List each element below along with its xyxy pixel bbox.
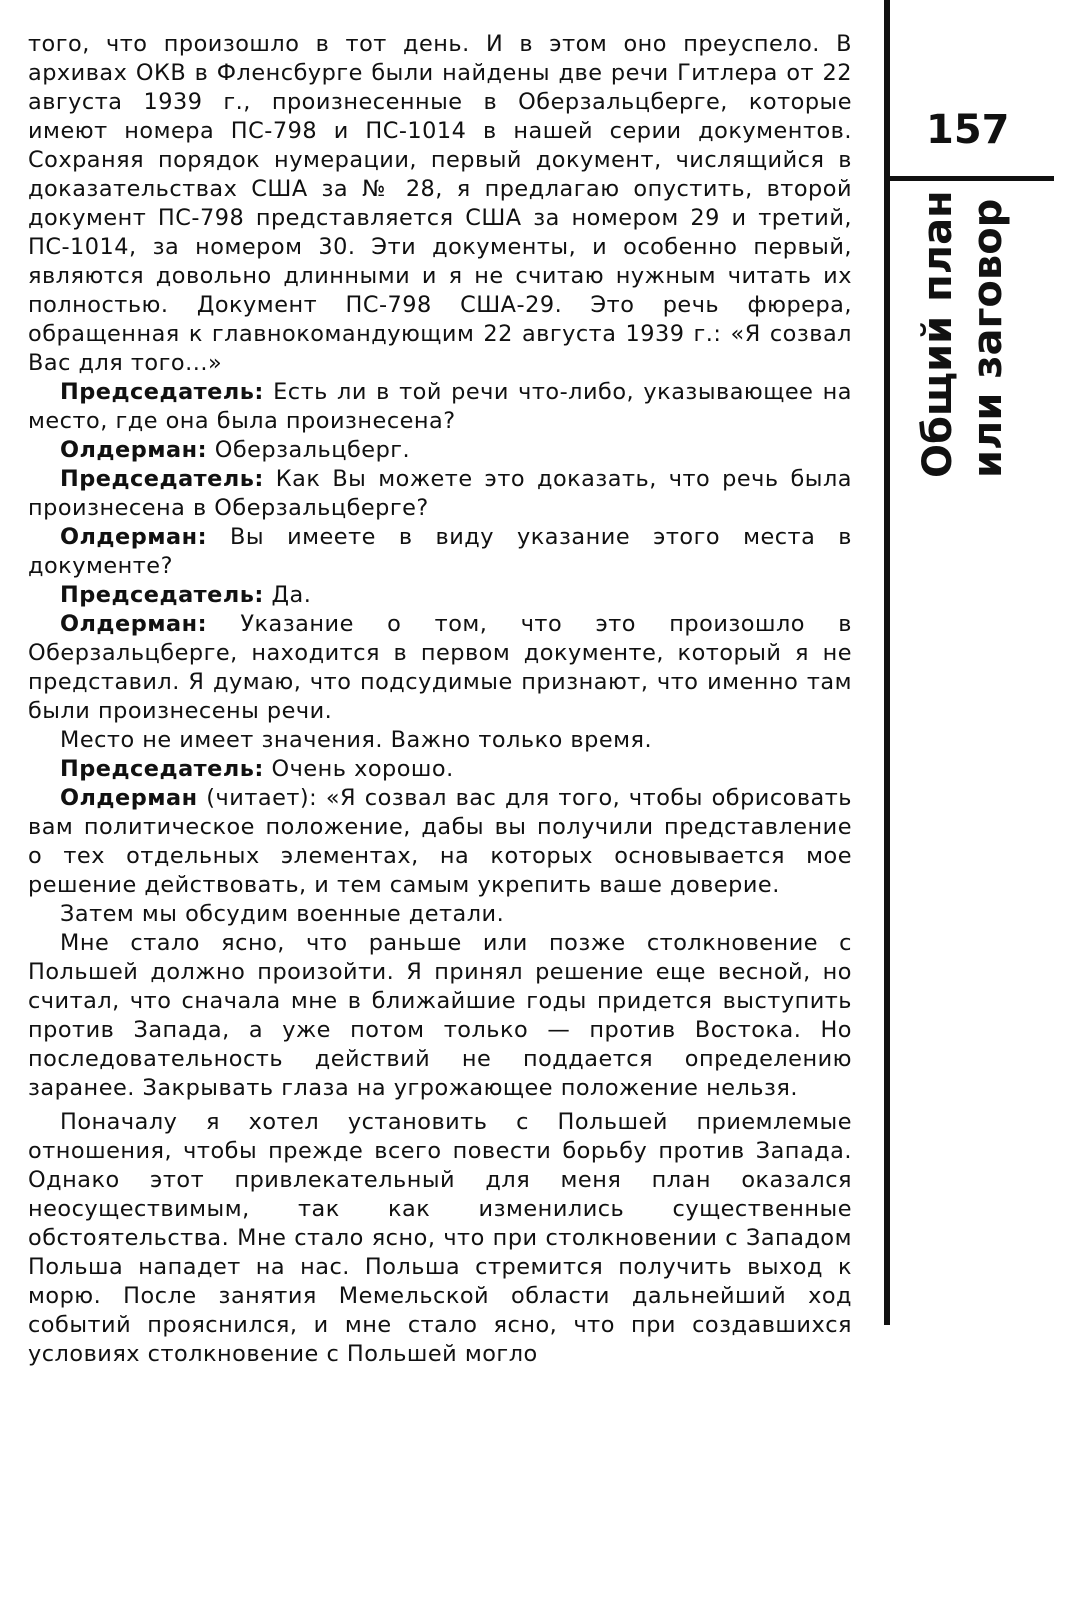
paragraph: Поначалу я хотел установить с Польшей приемлемые отношения, чтобы прежде всего повести борьбу против Запада. Однако этот привлекательный для меня план оказался неосуществимым, так как изменились существенные обстоятельства. Мне стало ясно, что при столкновении с Западом Польша нападет на нас. Польша стремится получить выход к морю. После занятия Мемельской области дальнейший ход событий прояснился, и мне стало ясно, что при создавшихся условиях столкновение с Польшей могло bbox=[28, 1109, 852, 1367]
paragraph: Председатель: Очень хорошо. bbox=[60, 756, 454, 782]
paragraph: Олдерман: Вы имеете в виду указание этого места в документе? bbox=[28, 524, 852, 579]
speaker-label: Председатель: bbox=[60, 379, 264, 405]
speaker-label: Председатель: bbox=[60, 582, 264, 608]
speaker-label: Председатель: bbox=[60, 756, 264, 782]
paragraph: Председатель: Да. bbox=[60, 582, 312, 608]
running-title-line-1: Общий план bbox=[915, 190, 961, 478]
paragraph: Затем мы обсудим военные детали. bbox=[60, 901, 505, 927]
speaker-label: Председатель: bbox=[60, 466, 264, 492]
paragraph: того, что произошло в тот день. И в этом оно преуспело. В архивах ОКВ в Фленсбурге были найдены две речи Гитлера от 22 августа 1939 г., произнесенные в Оберзальцберге, которые имеют номера ПС-798 и ПС-1014 в нашей серии документов. Сохраняя порядок нумерации, первый документ, числящийся в доказательствах США за № 28, я предлагаю опустить, второй документ ПС-798 представляется США за номером 29 и третий, ПС-1014, за номером 30. Эти документы, и особенно первый, являются довольно длинными и я не считаю нужным читать их полностью. Документ ПС-798 США-29. Это речь фюрера, обращенная к главнокомандующим 22 августа 1939 г.: «Я созвал Вас для того...» bbox=[28, 31, 852, 376]
speaker-label: Олдерман: bbox=[60, 437, 208, 463]
text-column bbox=[28, 30, 852, 1369]
speaker-label: Олдерман: bbox=[60, 611, 208, 637]
vertical-rule bbox=[884, 0, 890, 1325]
speaker-label: Олдерман bbox=[60, 785, 198, 811]
paragraph: Председатель: Как Вы можете это доказать, что речь была произнесена в Оберзальцберге? bbox=[28, 466, 852, 521]
paragraph: Мне стало ясно, что раньше или позже столкновение с Польшей должно произойти. Я принял решение еще весной, но считал, что сначала мне в ближайшие годы придется выступить против Запада, а уже потом только — против Востока. Но последовательность действий не поддается определению заранее. Закрывать глаза на угрожающее положение нельзя. bbox=[28, 930, 852, 1101]
running-title bbox=[913, 190, 1013, 478]
paragraph: Место не имеет значения. Важно только время. bbox=[60, 727, 653, 753]
paragraph: Олдерман: Указание о том, что это произошло в Оберзальцберге, находится в первом документе, который я не представил. Я думаю, что подсудимые признают, что именно там были произнесены речи. bbox=[28, 611, 852, 724]
horizontal-rule bbox=[888, 176, 1054, 181]
paragraph: Председатель: Есть ли в той речи что-либо, указывающее на место, где она была произнесена? bbox=[28, 379, 852, 434]
page-number: 157 bbox=[926, 107, 1010, 153]
running-title-line-2: или заговор bbox=[965, 198, 1011, 478]
paragraph: Олдерман: Оберзальцберг. bbox=[60, 437, 411, 463]
paragraph: Олдерман (читает): «Я созвал вас для того, чтобы обрисовать вам политическое положение, дабы вы получили представление о тех отдельных элементах, на которых основывается мое решение действовать, и тем самым укрепить ваше доверие. bbox=[28, 785, 852, 898]
speaker-label: Олдерман: bbox=[60, 524, 208, 550]
